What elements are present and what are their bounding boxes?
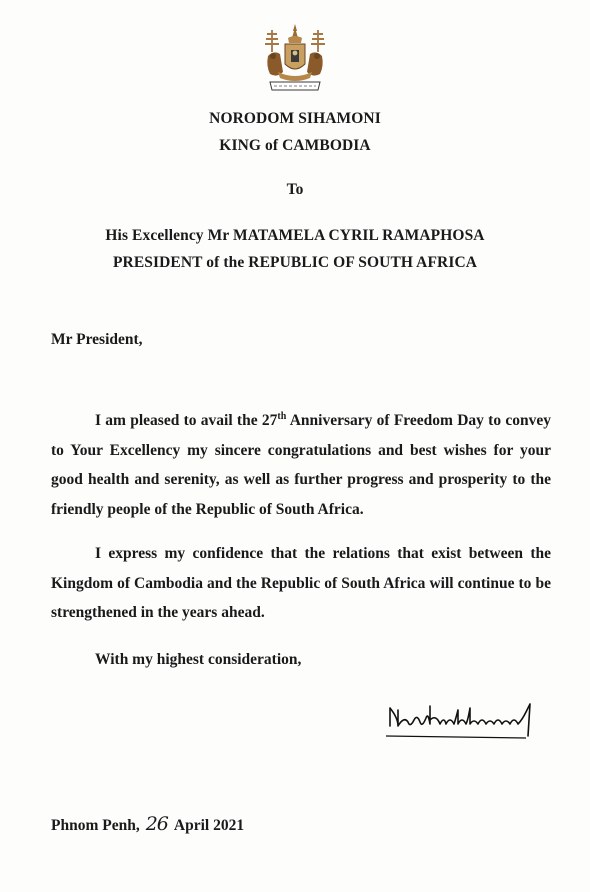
paragraph-1: I am pleased to avail the 27th Anniversary of Freedom Day to convey to Your Excellency my sincere congratulations and best wishes for your good health and serenity, as well as further progress and prosperity to the friendly people of the Republic of South Africa.	[51, 411, 551, 518]
salutation: Mr President,	[51, 331, 143, 348]
sender-name: NORODOM SIHAMONI	[209, 110, 381, 127]
handwritten-day: 26	[145, 813, 168, 835]
place: Phnom Penh,	[51, 817, 140, 834]
paragraph-2: I express my confidence that the relations that exist between the Kingdom of Cambodia and the Republic of South Africa will continue to be strengthened in the years ahead.	[51, 545, 551, 621]
closing-line: With my highest consideration,	[95, 651, 302, 668]
to-label: To	[286, 181, 304, 198]
addressee-line-2: PRESIDENT of the REPUBLIC OF SOUTH AFRICA	[112, 254, 478, 271]
month-year: April 2021	[173, 817, 245, 834]
place-and-date	[51, 813, 244, 835]
signature-icon	[384, 696, 542, 742]
royal-crest-icon	[258, 22, 332, 94]
sender-title: KING of CAMBODIA	[219, 137, 371, 154]
addressee-line-1: His Excellency Mr MATAMELA CYRIL RAMAPHOSA	[105, 227, 485, 244]
